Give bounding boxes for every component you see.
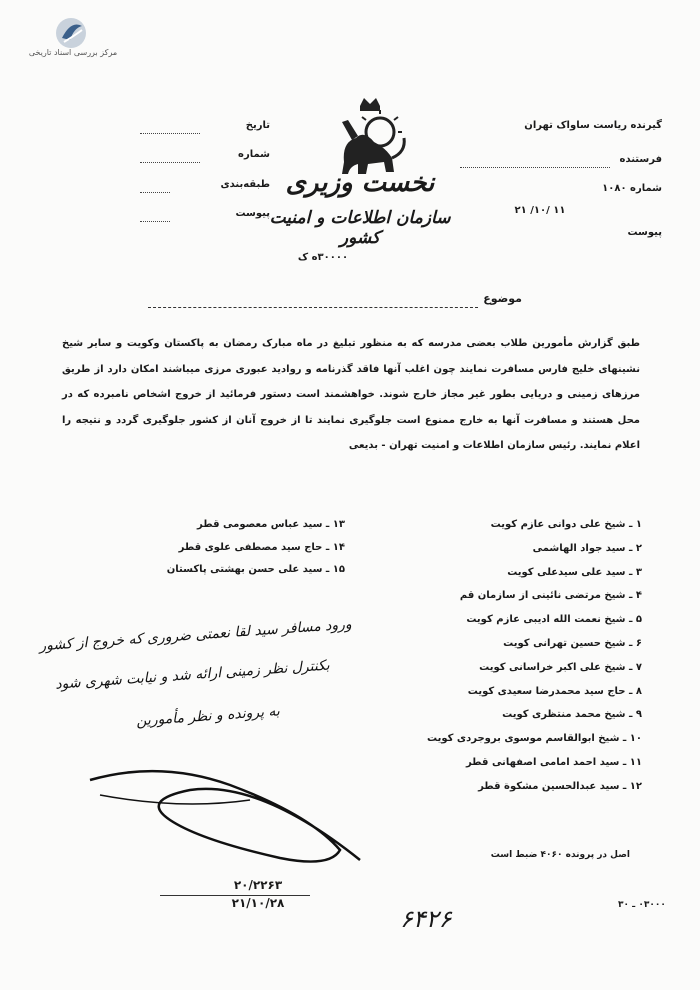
list-item: ۱۰ ـ شیخ ابوالقاسم موسوی بروجردی کویت: [427, 733, 642, 745]
list-item: ۱۳ ـ سید عباس معصومی قطر: [197, 519, 345, 530]
field-date-right: ۲۱ /۱۰/ ۱۱: [514, 205, 566, 216]
body-paragraph: طبق گزارش مأمورین طلاب بعضی مدرسه که به منظور تبلیغ در ماه مبارک رمضان به پاکستان وکویت و سایر شیخ نشینهای خلیج فارس مسافرت نمایند چون اغلب آنها فاقد گذرنامه و روادید عبوری مرزی میباشند امکان دارد از طریق مرزهای زمینی و دریایی بطور غیر مجاز خارج شوند. خواهشمند است دستور فرمائید از خروج اشخاص نامبرده که در محل هستند و مسافرت آنها به خارج ممنوع است جلوگیری نمایند تا از خروج آنان از کشور جلوگیری گردد و نتیجه را اعلام نمایند. رئیس سازمان اطلاعات و امنیت تهران - بدیعی: [62, 338, 640, 452]
field-attachment-right: پیوست: [627, 227, 662, 238]
list-item: ۶ ـ شیخ حسین تهرانی کویت: [503, 637, 642, 649]
watermark-text: مرکز بررسی اسناد تاریخی: [28, 48, 118, 57]
field-attachment-left-label: پیوست: [235, 208, 270, 219]
letterhead-organization: سازمان اطلاعات و امنیت کشور: [269, 208, 451, 248]
list-item: ۱۱ ـ سید احمد امامی اصفهانی قطر: [465, 756, 642, 768]
field-classification-line: [140, 192, 170, 193]
field-date-label: تاریخ: [245, 120, 270, 131]
list-item: ۹ ـ شیخ محمد منتظری کویت: [502, 709, 642, 721]
archive-note: اصل در پرونده ۴۰۶۰ ضبط است: [490, 850, 630, 860]
list-item: ۸ ـ حاج سید محمدرضا سعیدی کویت: [467, 685, 642, 697]
archive-logo-icon: [52, 16, 90, 50]
list-item: ۳ ـ سید علی سیدعلی کویت: [507, 566, 642, 578]
field-sender: فرستنده: [619, 154, 662, 165]
field-date-line: [140, 133, 200, 134]
reference-number: ۲۰/۲۲۶۳: [233, 878, 283, 892]
signature-icon: [80, 740, 380, 870]
list-item: ۷ ـ شیخ علی اکبر خراسانی کویت: [479, 661, 642, 673]
handwritten-note-line-1: ورود مسافر سید لقا نعمتی ضروری که خروج از کشور: [38, 616, 353, 655]
list-item: ۱ ـ شیخ علی دوانی عازم کویت: [490, 519, 642, 530]
field-classification-label: طبقه‌بندی: [220, 179, 270, 190]
list-item: ۴ ـ شیخ مرتضی نائینی از سازمان قم: [459, 590, 642, 602]
stamp-number: ۶۴۲۶: [400, 905, 452, 933]
letterhead-code: ۳۰۰۰۰ه ک: [297, 252, 349, 263]
subject-label: موضوع: [483, 292, 522, 305]
reference-date: ۲۱/۱۰/۲۸: [231, 896, 285, 910]
field-attachment-left-line: [140, 221, 170, 222]
corner-code: ۰۳۰۰۰ ـ ۳۰: [618, 900, 666, 910]
list-item: ۵ ـ شیخ نعمت الله ادیبی عازم کویت: [466, 614, 642, 626]
letterhead-title: نخست وزیری: [285, 168, 435, 198]
list-item: ۱۲ ـ سید عبدالحسین مشکوة قطر: [478, 780, 642, 792]
field-recipient: گیرنده ریاست ساواک تهران: [524, 120, 662, 131]
list-item: ۱۵ ـ سید علی حسن بهشتی پاکستان: [166, 564, 345, 575]
list-item: ۲ ـ سید جواد الهاشمی: [532, 542, 642, 554]
field-number-label: شماره: [238, 149, 270, 160]
list-item: ۱۴ ـ حاج سید مصطفی علوی قطر: [178, 541, 345, 553]
field-sender-line: [460, 167, 610, 168]
field-number-right: شماره ۱۰۸۰: [602, 183, 662, 194]
names-list-left: [110, 514, 345, 582]
subject-line: [148, 307, 478, 308]
field-number-line: [140, 162, 200, 163]
handwritten-note-line-2: بکنترل نظر زمینی ارائه شد و نیابت شهری شود: [54, 657, 331, 693]
handwritten-note-line-3: به پرونده و نظر مأمورین: [135, 703, 281, 730]
